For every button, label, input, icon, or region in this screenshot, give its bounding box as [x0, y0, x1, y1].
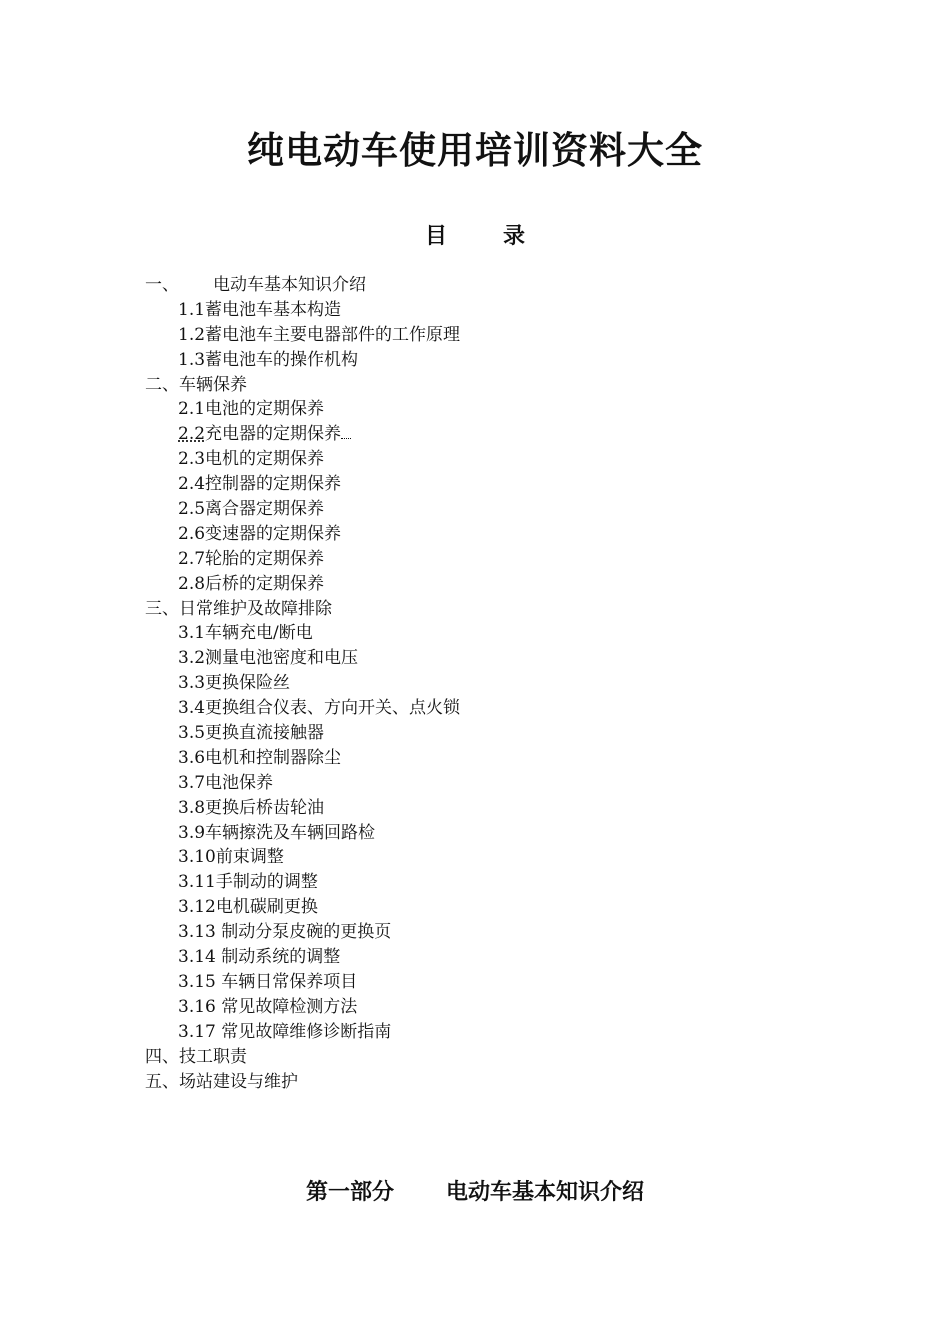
toc-item-number: 2.1	[178, 399, 206, 420]
toc-item	[145, 1020, 795, 1045]
toc-item-number: 3.14	[178, 947, 216, 968]
toc-item	[145, 970, 795, 995]
toc-item-text: 蓄电池车主要电器部件的工作原理	[205, 324, 461, 345]
toc-item	[145, 1045, 795, 1070]
toc-item-text: 变速器的定期保养	[205, 523, 342, 544]
toc-item	[145, 796, 795, 821]
toc-item	[145, 522, 795, 547]
toc-item	[145, 373, 795, 398]
toc-item-number: 2.4	[178, 474, 206, 495]
toc-item-number: 3.17	[178, 1021, 216, 1042]
part-heading	[0, 1176, 950, 1210]
toc-item-text: 测量电池密度和电压	[205, 648, 359, 669]
toc-item	[145, 572, 795, 597]
toc-item	[145, 447, 795, 472]
toc-item	[145, 696, 795, 721]
toc-item-number: 3.1	[178, 623, 206, 644]
toc-item-text: 前束调整	[215, 847, 284, 868]
toc-item	[145, 821, 795, 846]
toc-item-text: 电机和控制器除尘	[205, 747, 342, 768]
toc-item-text: 车辆日常保养项目	[215, 971, 358, 992]
toc-item-number: 1.2	[178, 324, 206, 345]
toc-item-text: 更换组合仪表、方向开关、点火锁	[205, 698, 461, 719]
toc-item-number: 3.15	[178, 971, 216, 992]
toc-item-number: 2.6	[178, 523, 206, 544]
toc-item-text: 轮胎的定期保养	[205, 548, 325, 569]
toc-heading-left: 目	[424, 224, 447, 249]
toc-item	[145, 746, 795, 771]
toc-item	[145, 621, 795, 646]
toc-underline-mark	[341, 424, 351, 439]
toc-item-number: 3.3	[178, 673, 206, 694]
toc-item	[145, 771, 795, 796]
toc-item-text: 更换保险丝	[205, 673, 291, 694]
toc-item	[145, 845, 795, 870]
toc-heading-right: 录	[503, 224, 526, 249]
toc-item-text: 车辆充电/断电	[205, 623, 313, 644]
toc-item-text: 常见故障维修诊断指南	[215, 1021, 392, 1042]
toc-item-number: 2.8	[178, 573, 206, 594]
toc-item-number: 3.10	[178, 847, 216, 868]
toc-item	[145, 422, 795, 447]
toc-item-text: 制动分泵皮碗的更换页	[215, 922, 392, 943]
toc-item	[145, 323, 795, 348]
toc-item	[145, 298, 795, 323]
toc-item	[145, 273, 795, 298]
part-heading-title: 电动车基本知识介绍	[446, 1180, 645, 1205]
toc-item-text: 五、场站建设与维护	[145, 1071, 298, 1092]
toc-item-number: 3.4	[178, 698, 206, 719]
toc-item-number: 一、	[145, 275, 179, 295]
toc-item-text: 常见故障检测方法	[215, 996, 358, 1017]
toc-item-text: 控制器的定期保养	[205, 474, 342, 495]
toc-item-number: 2.5	[178, 499, 206, 520]
toc-item	[145, 472, 795, 497]
toc-item-text: 二、车辆保养	[145, 374, 247, 395]
toc-item-number: 3.16	[178, 996, 216, 1017]
toc-item-text: 手制动的调整	[215, 872, 318, 893]
toc-item	[145, 671, 795, 696]
toc-item-text: 更换后桥齿轮油	[205, 797, 325, 818]
toc-item-number: 2.2	[178, 424, 206, 445]
toc-item	[145, 597, 795, 622]
table-of-contents	[145, 273, 795, 1094]
toc-item-number: 3.5	[178, 723, 206, 744]
toc-item-text: 更换直流接触器	[205, 723, 325, 744]
toc-item	[145, 920, 795, 945]
toc-item-number: 3.2	[178, 648, 206, 669]
toc-item-number: 3.12	[178, 897, 216, 918]
toc-item-number: 3.13	[178, 922, 216, 943]
toc-item	[145, 945, 795, 970]
toc-item-text: 后桥的定期保养	[205, 573, 325, 594]
toc-item-number: 2.3	[178, 449, 206, 470]
toc-item-number: 3.11	[178, 872, 216, 893]
toc-item-text: 车辆擦洗及车辆回路检	[205, 822, 376, 843]
toc-item	[145, 721, 795, 746]
toc-item-text: 蓄电池车基本构造	[205, 299, 342, 320]
toc-item	[145, 895, 795, 920]
toc-item	[145, 870, 795, 895]
toc-item-number: 2.7	[178, 548, 206, 569]
toc-item-text: 电机的定期保养	[205, 449, 325, 470]
toc-item-text: 制动系统的调整	[215, 947, 341, 968]
toc-item-text: 电池的定期保养	[205, 399, 325, 420]
toc-item-text: 充电器的定期保养	[205, 424, 342, 445]
toc-item	[145, 995, 795, 1020]
toc-item-text: 蓄电池车的操作机构	[205, 349, 359, 370]
toc-item	[145, 397, 795, 422]
toc-item-number: 3.8	[178, 797, 206, 818]
document-title: 纯电动车使用培训资料大全	[247, 129, 703, 172]
toc-item-number: 3.6	[178, 747, 206, 768]
toc-item-number: 3.7	[178, 772, 206, 793]
toc-item-text: 电动车基本知识介绍	[213, 275, 366, 295]
toc-item	[145, 497, 795, 522]
toc-item	[145, 348, 795, 373]
toc-item	[145, 646, 795, 671]
toc-item	[145, 1070, 795, 1095]
toc-item-number: 3.9	[178, 822, 206, 843]
toc-item-text: 电池保养	[205, 772, 274, 793]
toc-item	[145, 547, 795, 572]
toc-item-text: 电机碳刷更换	[215, 897, 318, 918]
toc-item-number: 1.3	[178, 349, 206, 370]
part-heading-number: 第一部分	[305, 1180, 394, 1205]
toc-item-text: 四、技工职责	[145, 1046, 247, 1067]
toc-heading	[0, 222, 950, 252]
toc-item-text: 离合器定期保养	[205, 499, 325, 520]
toc-item-text: 三、日常维护及故障排除	[145, 598, 332, 619]
toc-item-number: 1.1	[178, 299, 206, 320]
